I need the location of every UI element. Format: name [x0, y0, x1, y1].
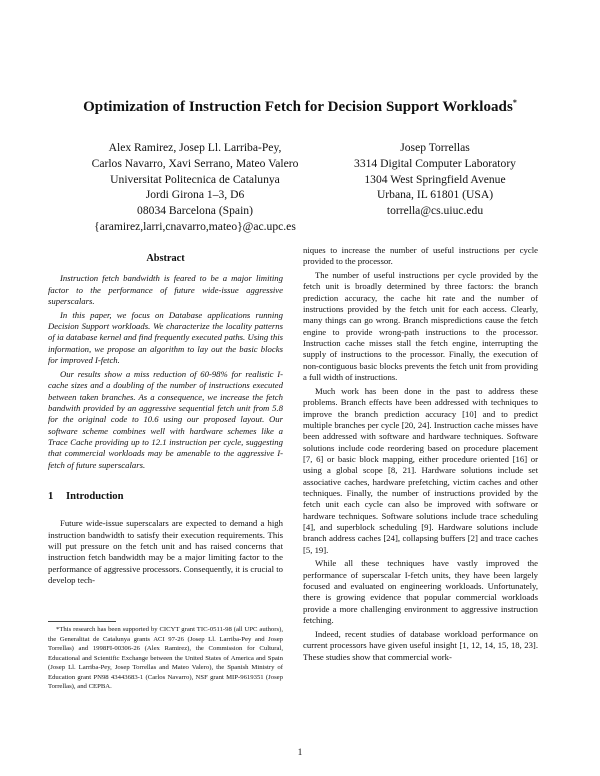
authors-upc — [60, 140, 330, 235]
body-paragraph: The number of useful instructions per cycle provided by the fetch unit is broadly determined by three factors: the branch prediction accuracy, the cache hit rate and the number of instructions provided by the fetch unit for each access. Clearly, many things can go wrong. Branch mispredictions cause the fetch engine to provide wrong-path instructions to the processor. Instruction cache misses stall the fetch engine, interrupting the supply of instructions to the processor. Finally, the execution of non-contiguous basic blocks prevents the fetch unit from providing a full width of instructions. — [303, 270, 538, 383]
section-heading-introduction — [48, 491, 283, 502]
abstract-paragraph: Instruction fetch bandwidth is feared to be a major limiting factor to the performance of future wide-issue aggressive superscalars. — [48, 273, 283, 307]
body-paragraph: While all these techniques have vastly improved the performance of superscalar I-fetch units, they have been largely focused and evaluated on engineering workloads. Unfortunately, there is growing evidence that popular commercial workloads provide a more challenging environment to aggressive instruction fetching. — [303, 558, 538, 626]
footnote-text: *This research has been supported by CICYT grant TIC-0511-98 (all UPC authors), the Generalitat de Catalunya grants ACI 97-26 (Josep Ll. Larriba-Pey and Josep Torrellas) and 1998FI-00306-26 (Alex Ramirez), the Commission for Cultural, Educational and Scientific Exchange between the United States of America and Spain (Josep Ll. Larriba-Pey, Josep Torrellas and Mateo Valero), the Spanish Ministry of Education grant PN98 43443683-1 (Carlos Navarro), NSF grant MIP-9619351 (Josep Torrellas), and CEPBA. — [48, 626, 283, 690]
body-paragraph: Future wide-issue superscalars are expected to demand a high instruction bandwidth to satisfy their execution requirements. This will put pressure on the fetch unit and has raised concerns that instruction fetch bandwidth may be a major limiting factor to the performance of aggressive processors. Consequently, it is crucial to develop tech- — [48, 518, 283, 586]
email-line: {aramirez,larri,cnavarro,mateo}@ac.upc.es — [94, 219, 296, 233]
authors-uiuc — [310, 140, 560, 219]
paper-title — [40, 98, 560, 116]
author-line: Josep Torrellas — [400, 141, 470, 154]
body-paragraph: Much work has been done in the past to address these problems. Branch effects have been addressed with techniques to improve the branch prediction accuracy [10] and to predict multiple branches per cycle [20, 24]. Instruction cache misses have been addressed with software and hardware techniques. Software solutions include code reordering based on procedure placement [7, 6] or basic block mapping, either procedure oriented [16] or using a global scope [8, 21]. Hardware solutions include set associative caches, hardware prefetching, victim caches and other techniques. Finally, the number of instructions provided by the fetch unit each cycle can also be improved with software or hardware techniques. Software solutions include trace scheduling [4], and superblock scheduling [9]. Hardware solutions include branch address caches [24], collapsing buffers [2] and trace caches [5, 19]. — [303, 385, 538, 555]
body-paragraph: niques to increase the number of useful instructions per cycle provided to the processor. — [303, 245, 538, 267]
body-paragraph: Indeed, recent studies of database workload performance on current processors have given useful insight [1, 12, 14, 15, 18, 23]. These studies show that commercial work- — [303, 628, 538, 662]
footnote-rule — [48, 621, 116, 622]
title-footnote-mark: * — [512, 98, 517, 107]
footnote — [48, 625, 283, 692]
abstract-paragraph: In this paper, we focus on Database applications running Decision Support workloads. We characterize the locality patterns of ia database kernel and find frequently executed paths. Using this information, we propose an algorithm to lay out the basic blocks for improved I-fetch. — [48, 309, 283, 366]
affiliation-line: Universitat Politecnica de Catalunya — [110, 172, 280, 186]
section-number: 1 — [48, 490, 54, 502]
email-line: torrella@cs.uiuc.edu — [386, 204, 484, 218]
address-line: Urbana, IL 61801 (USA) — [376, 188, 494, 202]
page-number: 1 — [297, 748, 303, 758]
author-line: Carlos Navarro, Xavi Serrano, Mateo Valero — [91, 156, 299, 170]
address-line: 1304 West Springfield Avenue — [364, 172, 506, 186]
abstract-heading: Abstract — [146, 253, 185, 264]
abstract-paragraph: Our results show a miss reduction of 60-98% for realistic I-cache sizes and a doubling of the number of instructions executed between taken branches. As a consequence, we increase the fetch bandwith provided by an aggressive sequential fetch unit from 5.8 for the original code to 10.6 using our proposed layout. Our software scheme combines well with hardware schemes like a Trace Cache providing up to 12.1 instruction per cycle, suggesting that commercial workloads may be amenable to the aggressive I-fetch of future superscalars. — [48, 368, 283, 470]
abstract-body — [48, 273, 283, 471]
left-column — [48, 248, 283, 586]
affiliation-line: 3314 Digital Computer Laboratory — [354, 156, 516, 170]
author-line: Alex Ramirez, Josep Ll. Larriba-Pey, — [108, 141, 282, 154]
paper-title-text: Optimization of Instruction Fetch for Decision Support Workloads — [83, 99, 513, 115]
right-column — [303, 245, 538, 663]
address-line: 08034 Barcelona (Spain) — [137, 204, 253, 218]
section-title: Introduction — [66, 490, 124, 502]
address-line: Jordi Girona 1–3, D6 — [145, 188, 245, 202]
